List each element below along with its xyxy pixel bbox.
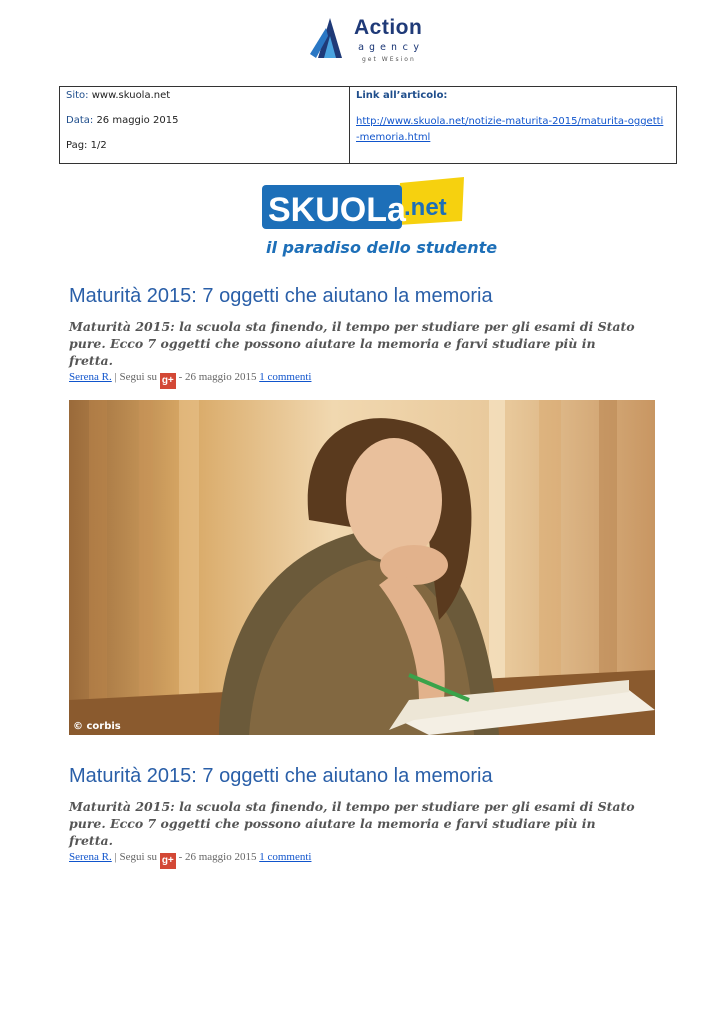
page-row	[66, 140, 107, 151]
article-subtitle-repeat: Maturità 2015: la scuola sta finendo, il tempo per studiare per gli esami di Stato pure. Ecco 7 oggetti che possono aiutare la memoria e farvi studiare più in fretta.	[69, 799, 635, 848]
date-label: Data:	[66, 115, 94, 126]
comments-link-repeat[interactable]: 1 commenti	[259, 851, 312, 863]
skuola-name: SKUOLa	[268, 191, 406, 229]
article-photo	[69, 400, 655, 735]
skuola-logo-graphic	[258, 175, 498, 260]
site-value: www.skuola.net	[91, 90, 171, 101]
author-link[interactable]: Serena R.	[69, 371, 112, 383]
site-row	[66, 90, 170, 101]
article-link[interactable]: http://www.skuola.net/notizie-maturita-2015/maturita-oggetti-memoria.html	[356, 116, 664, 143]
article-date: - 26 maggio 2015	[178, 371, 257, 383]
article-title: Maturità 2015: 7 oggetti che aiutano la memoria	[69, 285, 493, 307]
google-plus-icon[interactable]: g+	[160, 373, 176, 389]
skuola-tagline: il paradiso dello studente	[266, 238, 498, 257]
date-row	[66, 115, 178, 126]
site-label: Sito:	[66, 90, 89, 101]
article-date-repeat: - 26 maggio 2015	[178, 851, 257, 863]
article-title-repeat: Maturità 2015: 7 oggetti che aiutano la memoria	[69, 765, 493, 787]
source-info-table	[59, 86, 677, 164]
author-link-repeat[interactable]: Serena R.	[69, 851, 112, 863]
photo-illustration	[69, 400, 655, 735]
brand-sub: agency	[358, 42, 425, 53]
page-label: Pag: 1/2	[66, 140, 107, 151]
follow-text-repeat: | Segui su	[114, 851, 158, 863]
brand-name: Action	[354, 16, 423, 39]
photo-watermark: © corbis	[73, 721, 121, 732]
article-meta-repeat	[69, 851, 311, 869]
brand-tag: get WEsion	[362, 56, 416, 63]
article-meta	[69, 371, 311, 389]
source-info-left	[60, 87, 350, 163]
action-agency-logo-icon	[308, 14, 352, 60]
follow-text: | Segui su	[114, 371, 158, 383]
comments-link[interactable]: 1 commenti	[259, 371, 312, 383]
skuola-suffix: .net	[404, 194, 447, 221]
source-info-right	[350, 87, 676, 163]
skuola-logo	[258, 175, 498, 260]
date-value: 26 maggio 2015	[96, 115, 179, 126]
link-label: Link all’articolo:	[356, 90, 448, 101]
google-plus-icon-repeat[interactable]: g+	[160, 853, 176, 869]
action-agency-logo	[308, 14, 428, 66]
article-subtitle: Maturità 2015: la scuola sta finendo, il tempo per studiare per gli esami di Stato pure. Ecco 7 oggetti che possono aiutare la memoria e farvi studiare più in fretta.	[69, 319, 635, 368]
